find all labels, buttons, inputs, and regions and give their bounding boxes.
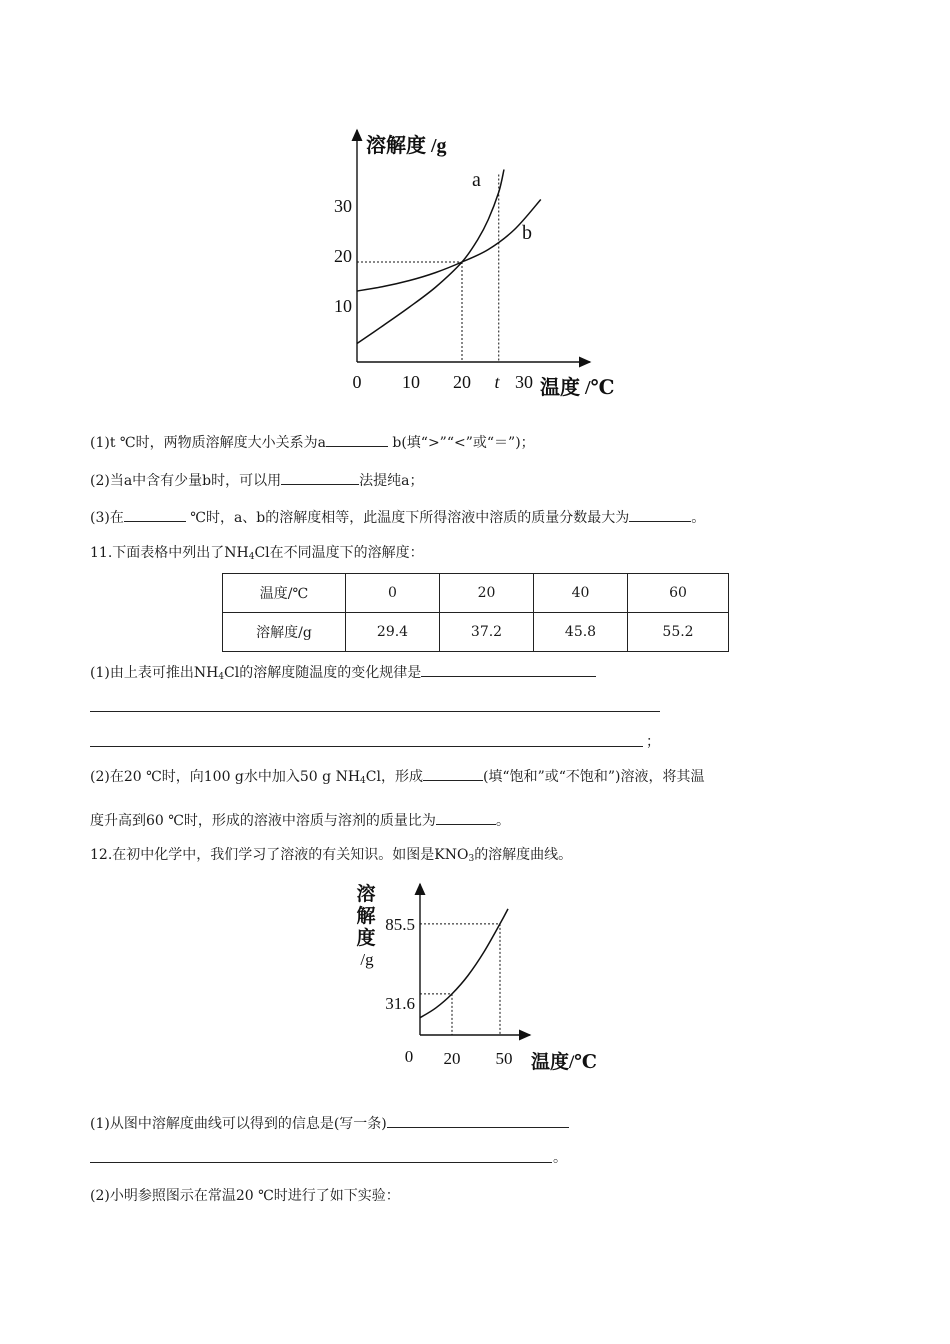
curve-a [357,170,504,344]
answer-line-end [553,1148,567,1168]
q11-part2-text: (2)在20 ℃时，向100 g水中加入50 g NH [90,769,361,785]
q10-part1-text: (1)t ℃时，两物质溶解度大小关系为a [90,435,326,451]
x-tick-labels [353,372,534,392]
q11-part2 [90,766,705,791]
q12-intro [90,845,572,869]
table-header-cell: 溶解度/g [223,613,346,652]
answer-blank[interactable] [387,1113,569,1128]
q11-intro-text: Cl在不同温度下的溶解度： [254,545,424,561]
curve-a-label: a [472,169,481,191]
q11-part1-text: (1)由上表可推出NH [90,665,219,681]
y-axis-label [356,882,375,969]
curve-b-label: b [522,222,532,244]
curve-b [357,200,541,292]
table-row [223,574,729,613]
q11-part1 [90,662,596,687]
answer-line-end [646,732,660,752]
y-label-unit: /g [360,950,374,969]
answer-blank[interactable] [326,432,388,447]
answer-blank[interactable] [423,766,483,781]
origin-label: 0 [404,1047,414,1066]
q12-intro-text: 12.在初中化学中，我们学习了溶液的有关知识。如图是KNO [90,847,469,863]
answer-line[interactable] [90,1162,552,1163]
y-label-char: 度 [356,928,376,949]
y-label-char: 溶 [356,884,376,905]
q10-part1 [90,432,535,453]
y-tick-label: 20 [334,246,352,266]
table-row [223,613,729,652]
q11-part2-cont [90,810,510,831]
kno3-solubility-chart [345,878,625,1078]
y-axis-label: 溶解度 /g [366,135,447,157]
answer-blank[interactable] [124,507,186,522]
table-cell: 40 [534,574,628,613]
q10-part2-text: (2)当a中含有少量b时，可以用 [90,473,282,489]
x-tick-label: 0 [352,372,362,392]
y-tick-labels [334,196,352,316]
q11-intro-text: 11.下面表格中列出了NH [90,545,249,561]
table-cell: 0 [346,574,440,613]
q11-intro [90,543,424,567]
y-label-char: 解 [356,906,376,927]
q11-part1-text: Cl的溶解度随温度的变化规律是 [224,665,422,681]
answer-blank[interactable] [281,470,359,485]
q11-part2-text: Cl，形成 [365,769,423,785]
table-cell: 55.2 [628,613,729,652]
answer-line[interactable] [90,711,660,712]
x-tick-label: 10 [402,372,420,392]
q11-part2-text: 度升高到60 ℃时，形成的溶液中溶质与溶剂的质量比为 [90,813,436,829]
subscript: 3 [468,854,475,864]
table-cell: 20 [440,574,534,613]
punctuation: 。 [553,1150,567,1166]
q10-part3-text: 。 [691,510,706,526]
y-tick-label: 31.6 [385,994,415,1013]
x-tick-label-t: t [494,372,500,392]
y-tick-label: 30 [334,196,352,216]
punctuation: ； [646,734,660,750]
q12-part2-text: (2)小明参照图示在常温20 ℃时进行了如下实验： [90,1188,400,1204]
solubility-chart-ab [300,120,640,410]
x-axis-label: 温度 /℃ [540,377,615,399]
subscript: 4 [248,552,255,562]
q10-part3 [90,507,705,528]
answer-blank[interactable] [421,662,596,677]
q12-part2 [90,1186,400,1206]
y-tick-label: 85.5 [385,915,415,934]
answer-line[interactable] [90,746,643,747]
table-cell: 29.4 [346,613,440,652]
table-cell: 60 [628,574,729,613]
q10-part2-text: 法提纯a； [359,473,424,489]
x-tick-label: 50 [495,1049,513,1068]
x-tick-label: 30 [515,372,533,392]
x-axis-label: 温度/℃ [531,1052,598,1073]
answer-blank[interactable] [629,507,691,522]
subscript: 4 [218,672,225,682]
q10-part2 [90,470,424,491]
q12-part1-text: (1)从图中溶解度曲线可以得到的信息是(写一条) [90,1116,387,1132]
q12-part1 [90,1113,569,1134]
table-cell: 45.8 [534,613,628,652]
q10-part3-text: (3)在 [90,510,124,526]
table-header-cell: 温度/℃ [223,574,346,613]
q10-part3-text: ℃时，a、b的溶解度相等，此温度下所得溶液中溶质的质量分数最大为 [190,510,630,526]
answer-blank[interactable] [436,810,496,825]
q10-part1-text: b(填“>”“<”或“＝”)； [392,435,535,451]
q11-part2-text: 。 [495,813,510,829]
subscript: 4 [360,776,366,786]
x-tick-label: 20 [443,1049,461,1068]
q12-intro-text: 的溶解度曲线。 [474,847,573,863]
q11-part2-text: (填“饱和”或“不饱和”)溶液，将其温 [482,769,705,785]
x-tick-label: 20 [453,372,471,392]
kno3-curve [420,909,508,1018]
solubility-table [222,573,729,652]
table-cell: 37.2 [440,613,534,652]
y-tick-label: 10 [334,296,352,316]
